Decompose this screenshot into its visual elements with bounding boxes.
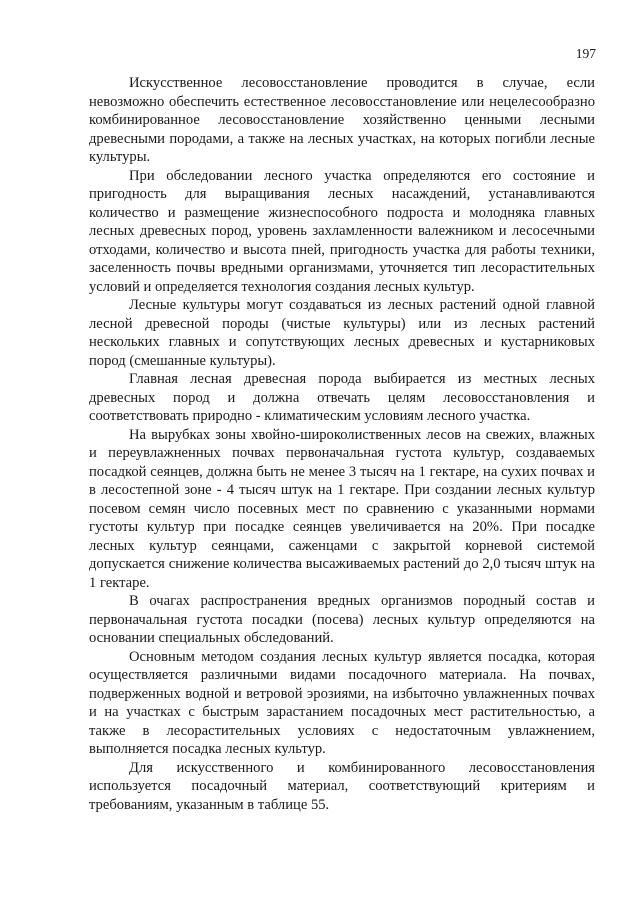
paragraph: Основным методом создания лесных культур является посадка, которая осуществляется различными видами посадочного материала. На почвах, подверженных водной и ветровой эрозиями, на избыточно увлажненных почвах и на участках с быстрым зарастанием посадочных мест растительностью, а также в лесорастительных условиях с недостаточным увлажнением, выполняется посадка лесных культур.	[89, 648, 595, 757]
paragraph: Искусственное лесовосстановление проводится в случае, если невозможно обеспечить естественное лесовосстановление или нецелесообразно комбинированное лесовосстановление хозяйственно ценными лесными древесными породами, а также на лесных участках, на которых погибли лесные культуры.	[89, 75, 595, 165]
page-number: 197	[575, 46, 596, 61]
paragraph: При обследовании лесного участка определяются его состояние и пригодность для выращивания лесных насаждений, устанавливаются количество и размещение жизнеспособного подроста и молодняка главных лесных древесных пород, уровень захламленности валежником и лесосечными отходами, количество и высота пней, пригодность участка для работы техники, заселенность почвы вредными организмами, уточняется тип лесорастительных условий и определяется технология создания лесных культур.	[89, 167, 595, 295]
paragraph: В очагах распространения вредных организмов породный состав и первоначальная густота посадки (посева) лесных культур определяются на основании специальных обследований.	[89, 593, 595, 646]
paragraph: Для искусственного и комбинированного лесовосстановления используется посадочный материал, соответствующий критериям и требованиям, указанным в таблице 55.	[89, 759, 595, 813]
paragraph: На вырубках зоны хвойно-широколиственных лесов на свежих, влажных и переувлажненных почвах первоначальная густота культур, создаваемых посадкой сеянцев, должна быть не менее 3 тысяч на 1 гектаре, на сухих почвах и в лесостепной зоне - 4 тысяч штук на 1 гектаре. При создании лесных культур посевом семян число посевных мест по сравнению с указанными нормами густоты культур при посадке сеянцев увеличивается на 20%. При посадке лесных культур сеянцами, саженцами с закрытой корневой системой допускается снижение количества высаживаемых растений до 2,0 тысяч штук на 1 гектаре.	[89, 426, 595, 591]
body-text	[89, 74, 595, 814]
paragraph: Главная лесная древесная порода выбирается из местных лесных древесных пород и должна отвечать целям лесовосстановления и соответствовать природно - климатическим условиям лесного участка.	[89, 371, 595, 424]
paragraph: Лесные культуры могут создаваться из лесных растений одной главной лесной древесной породы (чистые культуры) или из лесных растений нескольких главных и сопутствующих лесных древесных и кустарниковых пород (смешанные культуры).	[89, 297, 595, 369]
